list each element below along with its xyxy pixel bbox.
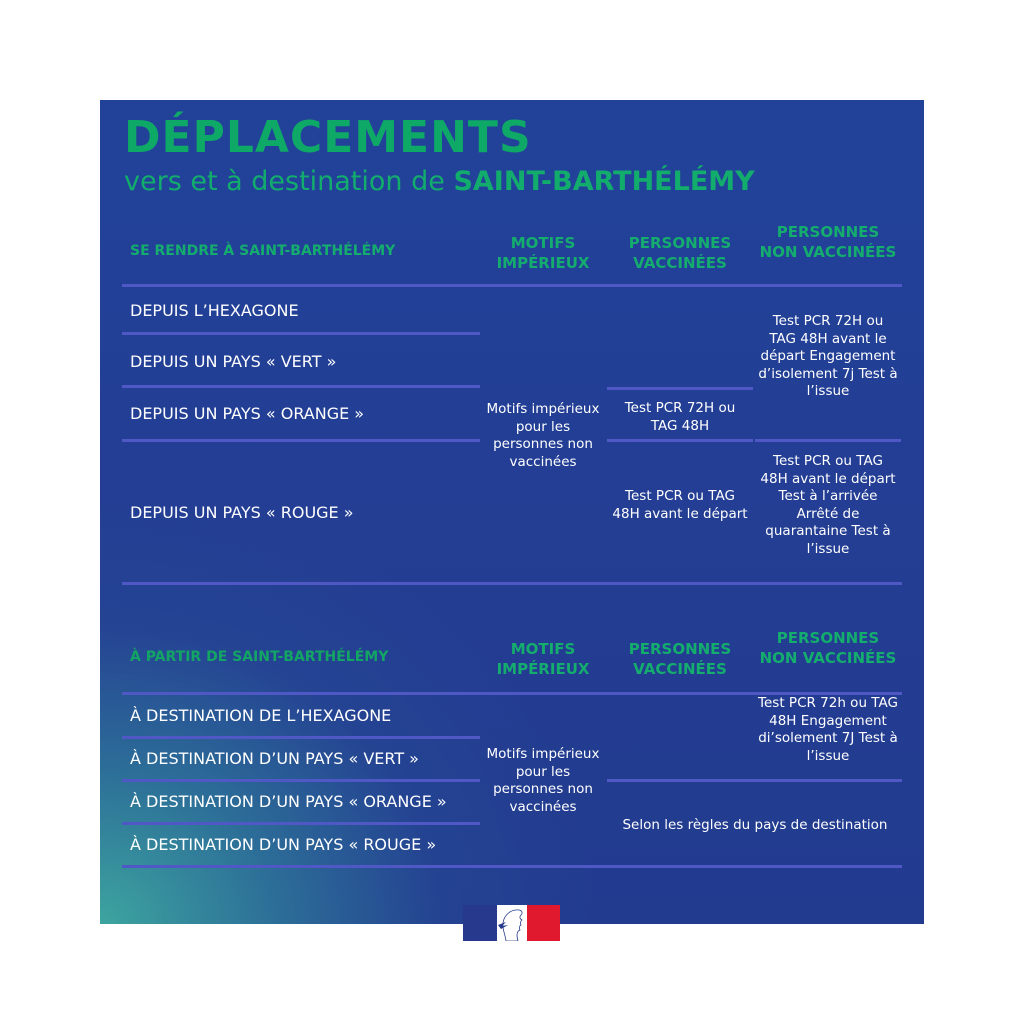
row-divider <box>122 332 480 335</box>
section1-title: SE RENDRE À SAINT-BARTHÉLÉMY <box>130 243 396 259</box>
republic-logo <box>463 905 560 941</box>
section1-col-motifs: MOTIFS IMPÉRIEUX <box>496 234 590 272</box>
logo-blue-band <box>463 905 497 941</box>
row-divider <box>122 439 480 442</box>
section2-bottom-divider <box>122 865 902 868</box>
row-divider <box>122 779 480 782</box>
section2-row-hexagone: À DESTINATION DE L’HEXAGONE <box>130 706 392 725</box>
section2-destination-rules-cell: Selon les règles du pays de destination <box>622 817 888 833</box>
main-title: DÉPLACEMENTS <box>124 112 532 163</box>
logo-red-band <box>527 905 560 941</box>
subtitle <box>124 166 755 198</box>
section2-title: À PARTIR DE SAINT-BARTHÉLÉMY <box>130 649 389 665</box>
section1-col-vaccinated: PERSONNES VACCINÉES <box>628 234 732 272</box>
section1-row-rouge: DEPUIS UN PAYS « ROUGE » <box>130 503 354 522</box>
cell-divider <box>755 439 901 442</box>
section1-header-divider <box>122 284 902 287</box>
section1-vaccinated-rouge-cell: Test PCR ou TAG 48H avant le départ <box>612 488 748 522</box>
section1-col-unvaccinated: PERSONNES NON VACCINÉES <box>759 223 897 261</box>
cell-divider <box>607 439 753 442</box>
cell-divider <box>607 779 902 782</box>
section1-row-vert: DEPUIS UN PAYS « VERT » <box>130 352 337 371</box>
section1-unvaccinated-rouge-cell: Test PCR ou TAG 48H avant le départ Test à l’arrivée Arrêté de quarantaine Test à l’issue <box>760 453 896 557</box>
section2-col-vaccinated: PERSONNES VACCINÉES <box>628 640 732 678</box>
row-divider <box>122 385 480 388</box>
infographic-panel <box>100 100 924 924</box>
section1-vaccinated-orange-cell: Test PCR 72H ou TAG 48H <box>624 400 736 434</box>
row-divider <box>122 822 480 825</box>
section2-unvaccinated-top-cell: Test PCR 72h ou TAG 48H Engagement di’solement 7J Test à l’issue <box>758 695 898 764</box>
section1-row-orange: DEPUIS UN PAYS « ORANGE » <box>130 404 365 423</box>
section1-bottom-divider <box>122 582 902 585</box>
section2-col-unvaccinated: PERSONNES NON VACCINÉES <box>759 629 897 667</box>
section2-row-orange: À DESTINATION D’UN PAYS « ORANGE » <box>130 792 447 811</box>
cell-divider <box>607 387 753 390</box>
section2-row-rouge: À DESTINATION D’UN PAYS « ROUGE » <box>130 835 437 854</box>
section1-unvaccinated-top-cell: Test PCR 72H ou TAG 48H avant le départ Engagement d’isolement 7j Test à l’issue <box>758 313 898 400</box>
section2-row-vert: À DESTINATION D’UN PAYS « VERT » <box>130 749 419 768</box>
section2-col-motifs: MOTIFS IMPÉRIEUX <box>496 640 590 678</box>
row-divider <box>122 736 480 739</box>
marianne-icon <box>497 905 527 941</box>
subtitle-place: SAINT-BARTHÉLÉMY <box>453 166 755 197</box>
section2-motifs-cell: Motifs impérieux pour les personnes non vaccinées <box>486 746 600 815</box>
subtitle-prefix: vers et à destination de <box>124 166 445 197</box>
logo-white-band <box>497 905 527 941</box>
section1-motifs-cell: Motifs impérieux pour les personnes non vaccinées <box>486 401 600 470</box>
section1-row-hexagone: DEPUIS L’HEXAGONE <box>130 301 299 320</box>
